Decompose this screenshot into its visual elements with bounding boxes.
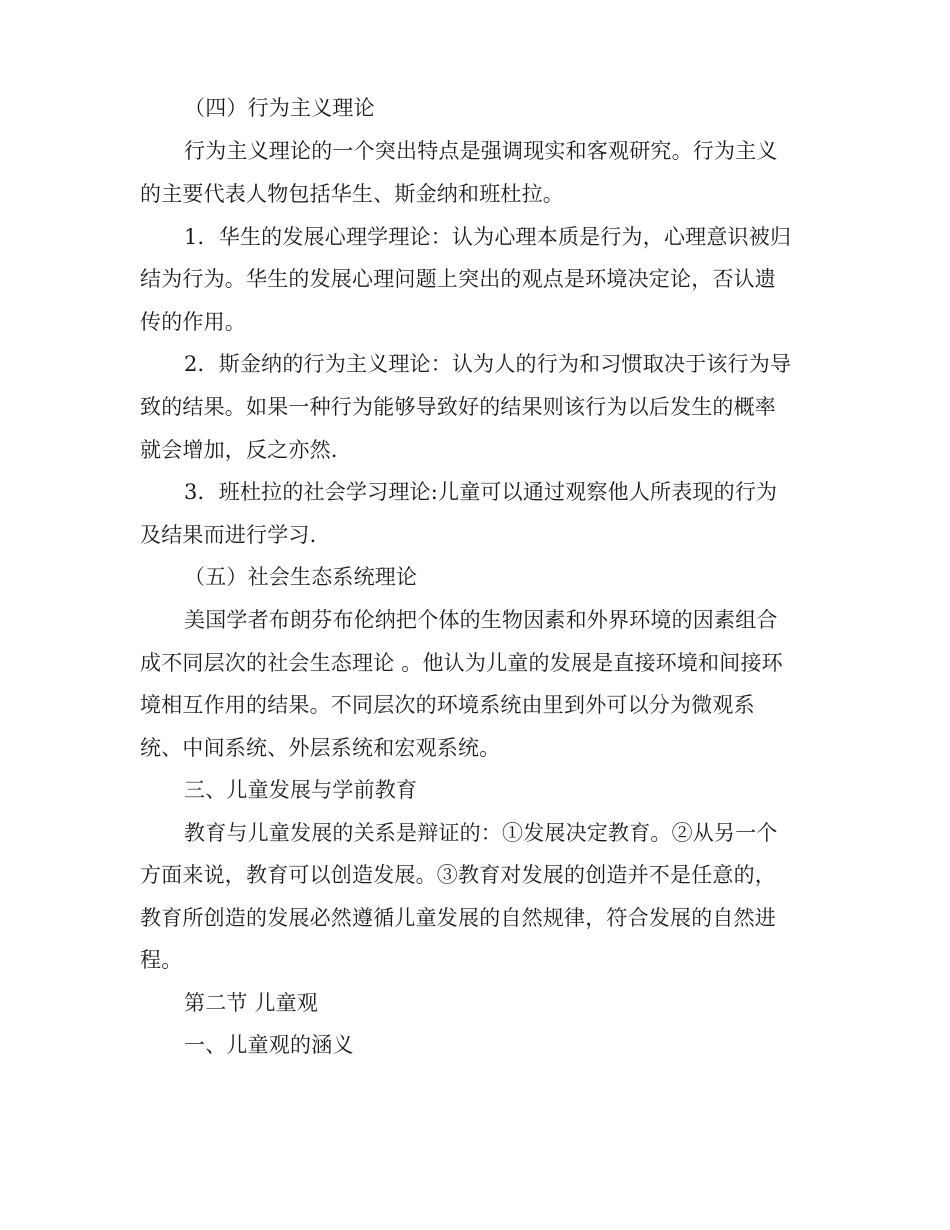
paragraph-line: 成不同层次的社会生态理论 。他认为儿童的发展是直接环境和间接环: [140, 651, 783, 675]
paragraph-line: 统、中间系统、外层系统和宏观系统。: [140, 736, 501, 760]
paragraph-line: 就会增加，反之亦然.: [140, 438, 338, 462]
paragraph-line: 行为主义理论的一个突出特点是强调现实和客观研究。行为主义: [184, 139, 778, 163]
paragraph-line: 的主要代表人物包括华生、斯金纳和班杜拉。: [140, 182, 564, 206]
paragraph-line: 3．班杜拉的社会学习理论:儿童可以通过观察他人所表现的行为: [184, 480, 778, 504]
paragraph-line: 及结果而进行学习.: [140, 523, 317, 547]
paragraph-line: 教育与儿童发展的关系是辩证的：①发展决定教育。②从另一个: [184, 821, 778, 845]
paragraph-line: 程。: [140, 948, 183, 972]
heading-section-two: 第二节 儿童观: [184, 991, 319, 1015]
heading-social-ecology: （五）社会生态系统理论: [184, 565, 418, 589]
paragraph-line: 致的结果。如果一种行为能够导致好的结果则该行为以后发生的概率: [140, 395, 776, 419]
heading-development-education: 三、儿童发展与学前教育: [184, 778, 418, 802]
paragraph-line: 方面来说，教育可以创造发展。③教育对发展的创造并不是任意的，: [140, 863, 776, 887]
heading-child-view-meaning: 一、儿童观的涵义: [184, 1033, 354, 1057]
paragraph-line: 1．华生的发展心理学理论：认为心理本质是行为，心理意识被归: [184, 225, 792, 249]
heading-behaviorism: （四）行为主义理论: [184, 96, 375, 120]
paragraph-line: 教育所创造的发展必然遵循儿童发展的自然规律，符合发展的自然进: [140, 906, 776, 930]
paragraph-line: 结为行为。华生的发展心理问题上突出的观点是环境决定论，否认遗: [140, 267, 776, 291]
paragraph-line: 2．斯金纳的行为主义理论：认为人的行为和习惯取决于该行为导: [184, 352, 792, 376]
paragraph-line: 境相互作用的结果。不同层次的环境系统由里到外可以分为微观系: [140, 693, 755, 717]
paragraph-line: 美国学者布朗芬布伦纳把个体的生物因素和外界环境的因素组合: [184, 608, 778, 632]
paragraph-line: 传的作用。: [140, 310, 246, 334]
